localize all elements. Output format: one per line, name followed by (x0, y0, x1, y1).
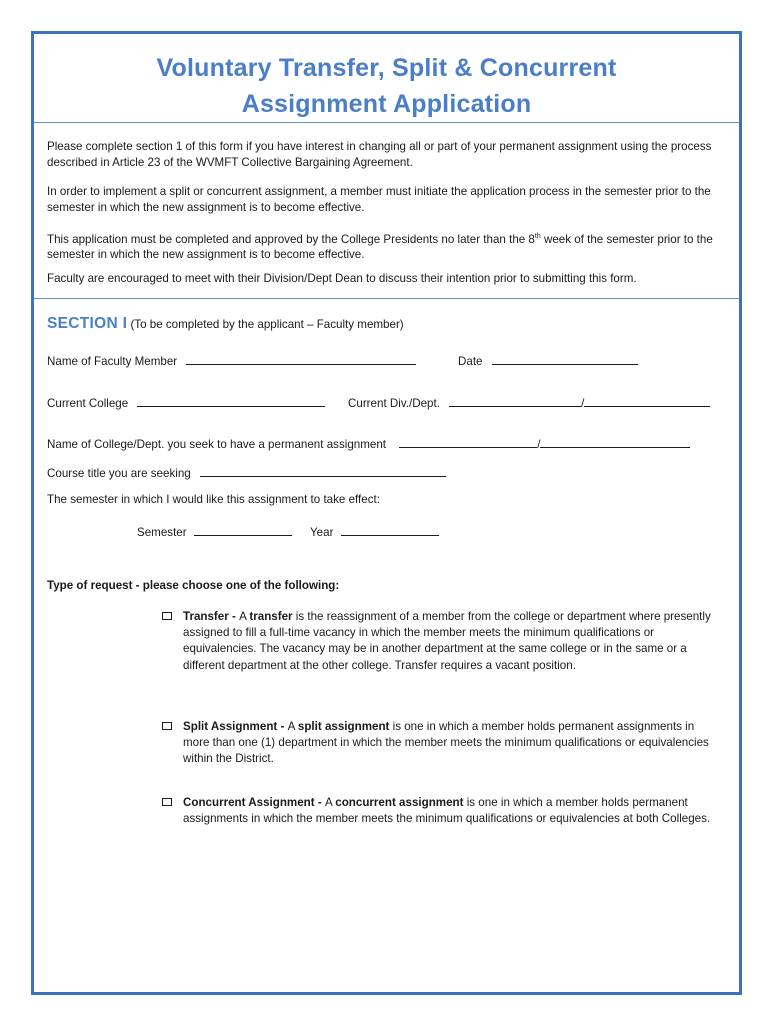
date-field[interactable] (458, 352, 638, 368)
transfer-checkbox[interactable] (162, 612, 172, 620)
intro-paragraph-4: Faculty are encouraged to meet with their Division/Dept Dean to discuss their intention prior to submitting this form. (47, 272, 637, 285)
title-divider (34, 122, 739, 123)
current-div-field[interactable]: Current Div./Dept. / (348, 394, 710, 410)
current-div-label: Current Div./Dept. (348, 397, 440, 410)
year-line[interactable] (341, 523, 439, 536)
section-1-header (47, 315, 404, 333)
current-div-line[interactable] (449, 394, 581, 407)
seek-college-label: Name of College/Dept. you seek to have a permanent assignment (47, 438, 386, 451)
seek-dept-line[interactable] (540, 435, 690, 448)
form-frame (31, 31, 742, 995)
year-label: Year (310, 526, 334, 539)
seek-college-field[interactable]: Name of College/Dept. you seek to have a permanent assignment / (47, 435, 690, 451)
concurrent-assignment-option[interactable] (162, 795, 712, 827)
intro-paragraph-1: Please complete section 1 of this form if you have interest in changing all or part of your permanent assignment using the process described in Article 23 of the WVMFT Collective Bargaining Agreement. (47, 140, 712, 169)
semester-prompt: The semester in which I would like this assignment to take effect: (47, 493, 380, 506)
date-label: Date (458, 355, 483, 368)
form-title-line1: Voluntary Transfer, Split & Concurrent (156, 54, 617, 82)
concurrent-assignment-checkbox[interactable] (162, 798, 172, 806)
semester-line[interactable] (194, 523, 292, 536)
transfer-description: Transfer - A transfer is the reassignment of a member from the college or department where presently assigned to fill a full-time vacancy in which the member meets the minimum qualifications or equivalencies. The vacancy may be in another department at the same college or in the same or a different department at the other college. Transfer requires a vacant position. (183, 610, 711, 672)
faculty-name-label: Name of Faculty Member (47, 355, 178, 368)
transfer-option[interactable] (162, 609, 712, 674)
current-dept-line[interactable] (584, 394, 710, 407)
faculty-name-line[interactable] (186, 352, 416, 365)
semester-field[interactable] (137, 523, 292, 539)
intro-paragraph-2: In order to implement a split or concurrent assignment, a member must initiate the application process in the semester prior to the semester in which the new assignment is to become effective. (47, 185, 711, 214)
split-assignment-checkbox[interactable] (162, 722, 172, 730)
intro-paragraph-3: This application must be completed and approved by the College Presidents no later than the 8th week of the semester prior to the semester in which the new assignment is to become effective. (47, 232, 713, 262)
year-field[interactable] (310, 523, 439, 539)
request-type-question: Type of request - please choose one of the following: (47, 579, 340, 592)
split-assignment-option[interactable] (162, 719, 712, 768)
current-college-line[interactable] (137, 394, 325, 407)
course-title-label: Course title you are seeking (47, 467, 191, 480)
course-title-line[interactable] (200, 464, 446, 477)
semester-label: Semester (137, 526, 187, 539)
seek-college-line[interactable] (399, 435, 537, 448)
concurrent-assignment-description: Concurrent Assignment - A concurrent assignment is one in which a member holds permanent assignments in which the member meets the minimum qualifications or equivalencies at both Colleges. (183, 796, 711, 826)
date-line[interactable] (492, 352, 638, 365)
current-college-field[interactable] (47, 394, 325, 410)
split-assignment-description: Split Assignment - A split assignment is one in which a member holds permanent assignments in more than one (1) department in which the member meets the minimum qualifications or equivalencies within the District. (183, 720, 709, 766)
section-divider (34, 298, 739, 299)
current-college-label: Current College (47, 397, 129, 410)
faculty-name-field[interactable] (47, 352, 416, 368)
section-1-subtitle: (To be completed by the applicant – Faculty member) (127, 318, 404, 331)
form-title-line2: Assignment Application (241, 90, 532, 118)
section-1-title: SECTION I (47, 315, 128, 332)
course-title-field[interactable] (47, 464, 446, 480)
